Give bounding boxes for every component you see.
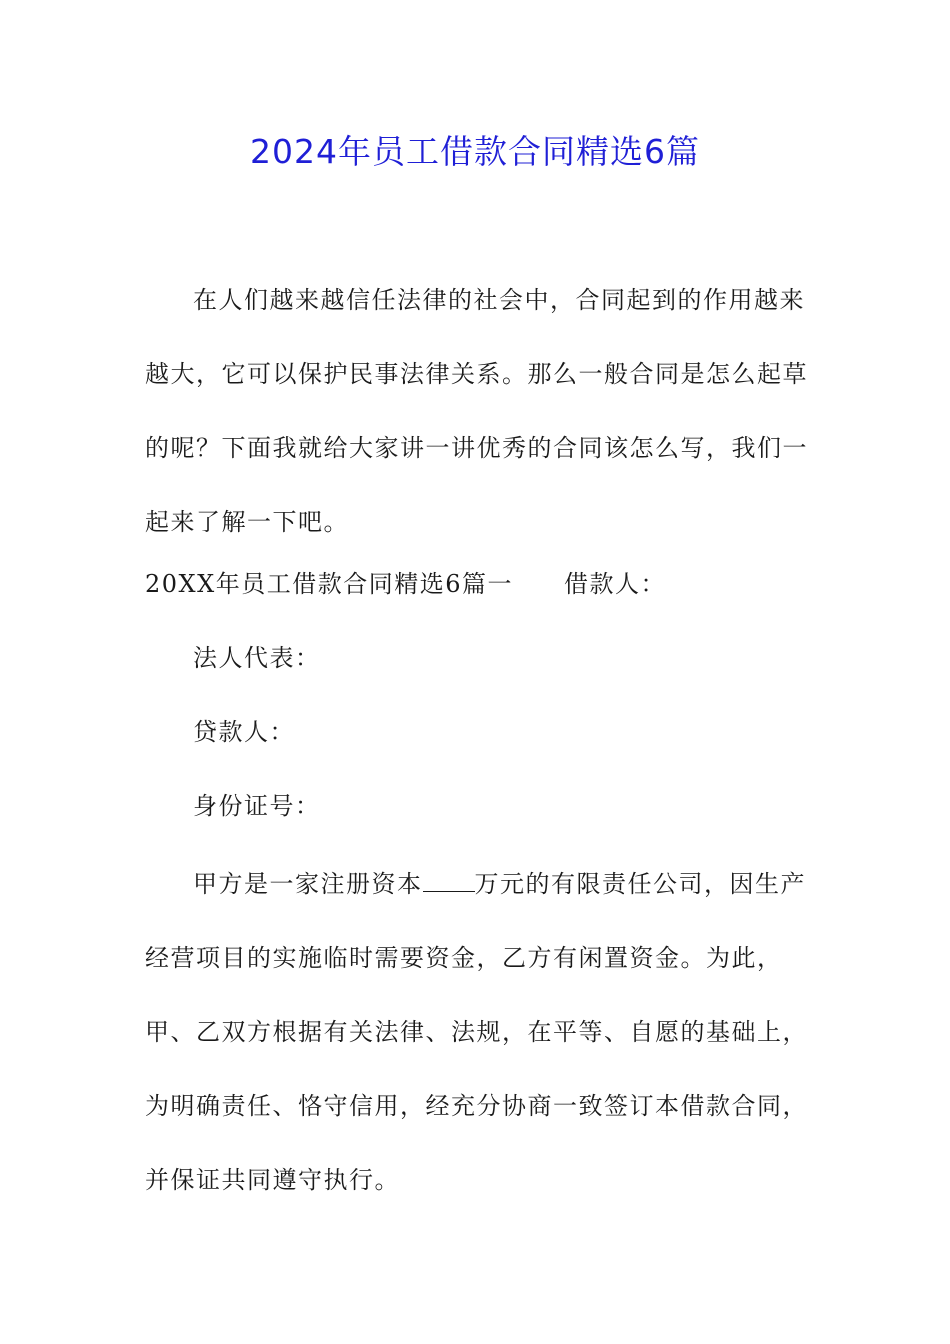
lender-label: 贷款人：	[193, 718, 295, 746]
body-paragraph-part2: 万元的有限责任公司，因生产经营项目的实施临时需要资金，乙方有闲置资金。为此，甲、乙双方根据有关法律、法规，在平等、自愿的基础上，为明确责任、恪守信用，经充分协商一致签订本借款合同，并保证共同遵守执行。	[145, 870, 808, 1194]
legal-representative-label: 法人代表：	[193, 644, 321, 672]
body-paragraph	[145, 847, 815, 1217]
body-paragraph-part1: 甲方是一家注册资本	[193, 870, 423, 898]
section-heading: 20XX年员工借款合同精选6篇一 借款人：	[145, 570, 666, 598]
document-title: 2024年员工借款合同精选6篇	[250, 132, 700, 171]
capital-blank-field	[423, 871, 475, 892]
id-number-label: 身份证号：	[193, 792, 321, 820]
intro-paragraph: 在人们越来越信任法律的社会中，合同起到的作用越来越大，它可以保护民事法律关系。那么一般合同是怎么起草的呢？下面我就给大家讲一讲优秀的合同该怎么写，我们一起来了解一下吧。	[145, 286, 808, 536]
